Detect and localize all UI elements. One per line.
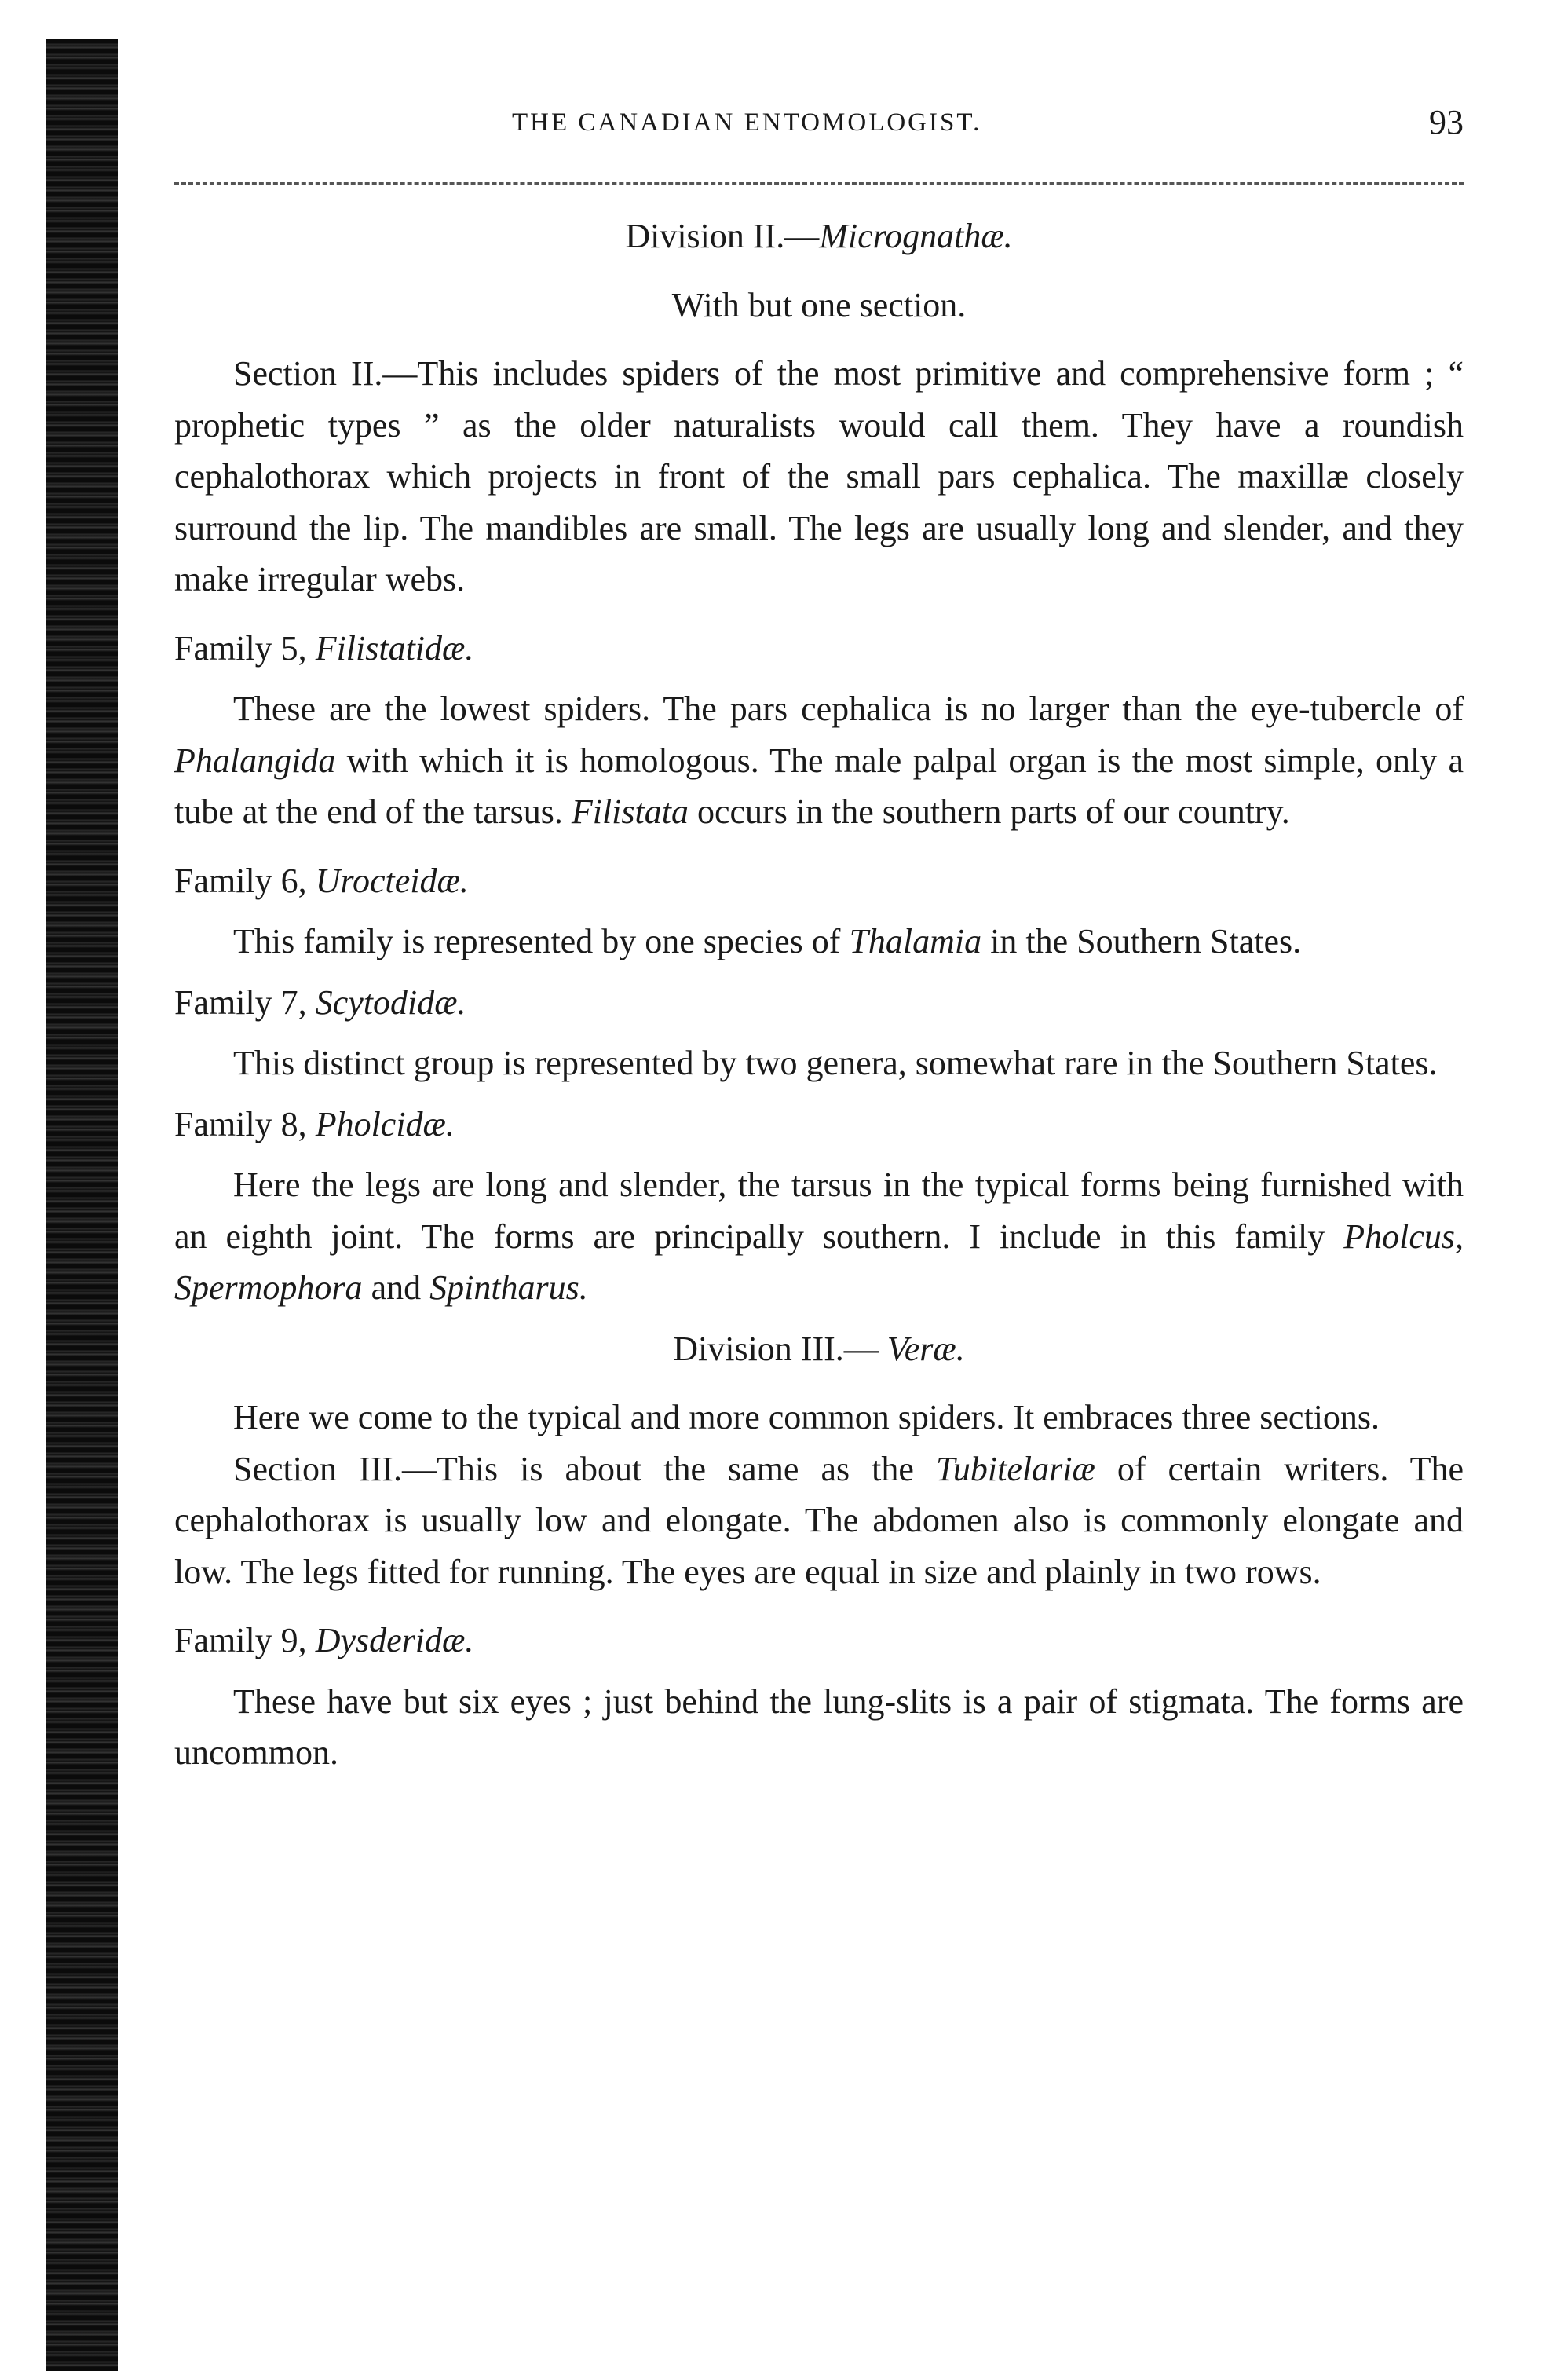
running-title: THE CANADIAN ENTOMOLOGIST.: [512, 108, 982, 137]
paragraph-text: This distinct group is represented by two genera, somewhat rare in the Southern States.: [233, 1044, 1438, 1082]
section-paragraph: Section II.—This includes spiders of the most primitive and comprehensive form ; “ prophetic types ” as the older naturalists would call them. They have a roundish cephalothorax which projects in front of the small pars cephalica. The maxillæ closely surround the lip. The mandibles are small. The legs are usually long and slender, and they make irregular webs.: [174, 354, 1464, 598]
paragraph-text: in the Southern States.: [981, 922, 1302, 960]
book-spine-edge: [46, 39, 118, 2371]
family-heading: [174, 855, 1464, 907]
family-name: Scytodidæ.: [315, 982, 466, 1022]
taxon-name: Tubitelariæ: [935, 1449, 1095, 1488]
family-name: Filistatidæ.: [315, 628, 474, 668]
family-paragraph: [174, 683, 1464, 838]
family-name: Urocteidæ.: [315, 861, 469, 900]
division-name: Micrognathæ.: [819, 217, 1013, 255]
taxon-name: Spintharus.: [429, 1268, 588, 1307]
section-paragraph: [174, 1443, 1464, 1598]
family-heading: [174, 977, 1464, 1029]
header-rule: [174, 182, 1464, 185]
taxon-name: Filistata: [571, 792, 689, 831]
division-heading: [174, 1323, 1464, 1375]
family-label: Family 5,: [174, 628, 316, 668]
paragraph-text: with which it is homologous. The male palpal organ is the most simple, only a tube at the end of the tarsus.: [174, 741, 1464, 831]
paragraph-text: occurs in the southern parts of our country.: [688, 792, 1290, 831]
book-page: [174, 0, 1464, 2371]
page-body: [174, 210, 1464, 1779]
family-paragraph: [174, 1159, 1464, 1314]
family-name: Pholcidæ.: [315, 1104, 455, 1143]
family-heading: [174, 623, 1464, 675]
paragraph-text: of certain writers. The cephalothorax is usually low and elongate. The abdomen also is commonly elongate and low. The legs fitted for running. The eyes are equal in size and plainly in two rows.: [174, 1449, 1464, 1591]
family-label: Family 6,: [174, 861, 316, 900]
family-label: Family 8,: [174, 1104, 316, 1143]
division-label: Division II.—: [625, 217, 820, 255]
family-name: Dysderidæ.: [315, 1621, 474, 1659]
division-name: Veræ.: [886, 1329, 965, 1368]
division-heading: [174, 210, 1464, 262]
family-paragraph: [174, 916, 1464, 968]
page-number: 93: [1429, 103, 1464, 141]
paragraph-text: and: [362, 1268, 430, 1307]
family-label: Family 9,: [174, 1621, 316, 1659]
taxon-name: Phalangida: [174, 741, 336, 780]
page-header: [174, 103, 1464, 156]
family-heading: [174, 1615, 1464, 1667]
family-label: Family 7,: [174, 982, 316, 1022]
paragraph-text: Section III.—This is about the same as the: [233, 1449, 936, 1488]
family-paragraph: [174, 1676, 1464, 1779]
division-label: Division III.—: [673, 1329, 887, 1368]
paragraph-text: Here the legs are long and slender, the tarsus in the typical forms being furnished with an eighth joint. The forms are principally southern. I include in this family: [174, 1165, 1464, 1256]
family-heading: [174, 1099, 1464, 1151]
paragraph-text: These have but six eyes ; just behind the lung-slits is a pair of stigmata. The forms are uncommon.: [174, 1681, 1464, 1772]
taxon-name: Pholcus, Spermophora: [174, 1217, 1464, 1307]
family-paragraph: [174, 1037, 1464, 1089]
paragraph-text: These are the lowest spiders. The pars cephalica is no larger than the eye-tubercle of: [233, 690, 1464, 728]
taxon-name: Thalamia: [849, 922, 982, 960]
division-subheading: With but one section.: [671, 285, 967, 324]
division-paragraph: Here we come to the typical and more common spiders. It embraces three sections.: [233, 1398, 1380, 1436]
paragraph-text: This family is represented by one species of: [233, 922, 850, 960]
